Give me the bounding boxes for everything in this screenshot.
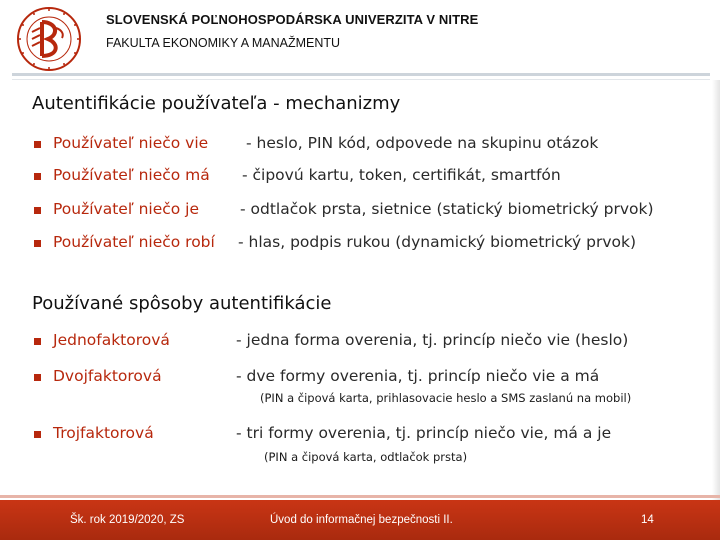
bullet-icon [34,173,41,180]
footer-year: Šk. rok 2019/2020, ZS [70,514,185,526]
university-name: SLOVENSKÁ POĽNOHOSPODÁRSKA UNIVERZITA V NITRE [106,12,479,27]
list-item-desc: - dve formy overenia, tj. princíp niečo vie a má [236,367,600,385]
list-item-note: (PIN a čipová karta, prihlasovacie heslo a SMS zaslanú na mobil) [260,391,632,405]
list-item-label: Dvojfaktorová [53,367,162,385]
faculty-name: FAKULTA EKONOMIKY A MANAŽMENTU [106,36,341,50]
list-item-note: (PIN a čipová karta, odtlačok prsta) [264,450,468,464]
list-item-label: Jednofaktorová [53,331,170,349]
list-item-label: Používateľ niečo je [53,200,200,218]
list-item-desc: - čipovú kartu, token, certifikát, smartfón [242,166,561,184]
bullet-icon [34,374,41,381]
page-edge-shadow [712,80,720,500]
list-item-label: Trojfaktorová [53,424,154,442]
section-title-mechanisms: Autentifikácie používateľa - mechanizmy [32,93,401,114]
page-number: 14 [641,514,654,526]
list-item-desc: - jedna forma overenia, tj. princíp niečo vie (heslo) [236,331,629,349]
list-item-desc: - tri formy overenia, tj. princíp niečo vie, má a je [236,424,612,442]
header-divider [12,73,710,76]
footer-divider [0,495,720,498]
list-item-label: Používateľ niečo vie [53,134,209,152]
list-item-desc: - odtlačok prsta, sietnice (statický biometrický prvok) [240,200,654,218]
bullet-icon [34,207,41,214]
bullet-icon [34,240,41,247]
bullet-icon [34,338,41,345]
university-logo-icon [12,6,86,72]
bullet-icon [34,141,41,148]
header-divider-thin [12,79,710,80]
bullet-icon [34,431,41,438]
list-item-desc: - hlas, podpis rukou (dynamický biometrický prvok) [238,233,637,251]
section-title-methods: Používané spôsoby autentifikácie [32,293,332,314]
footer-bar [0,500,720,540]
footer-course: Úvod do informačnej bezpečnosti II. [270,514,453,526]
list-item-label: Používateľ niečo robí [53,233,215,251]
list-item-desc: - heslo, PIN kód, odpovede na skupinu otázok [246,134,599,152]
list-item-label: Používateľ niečo má [53,166,210,184]
